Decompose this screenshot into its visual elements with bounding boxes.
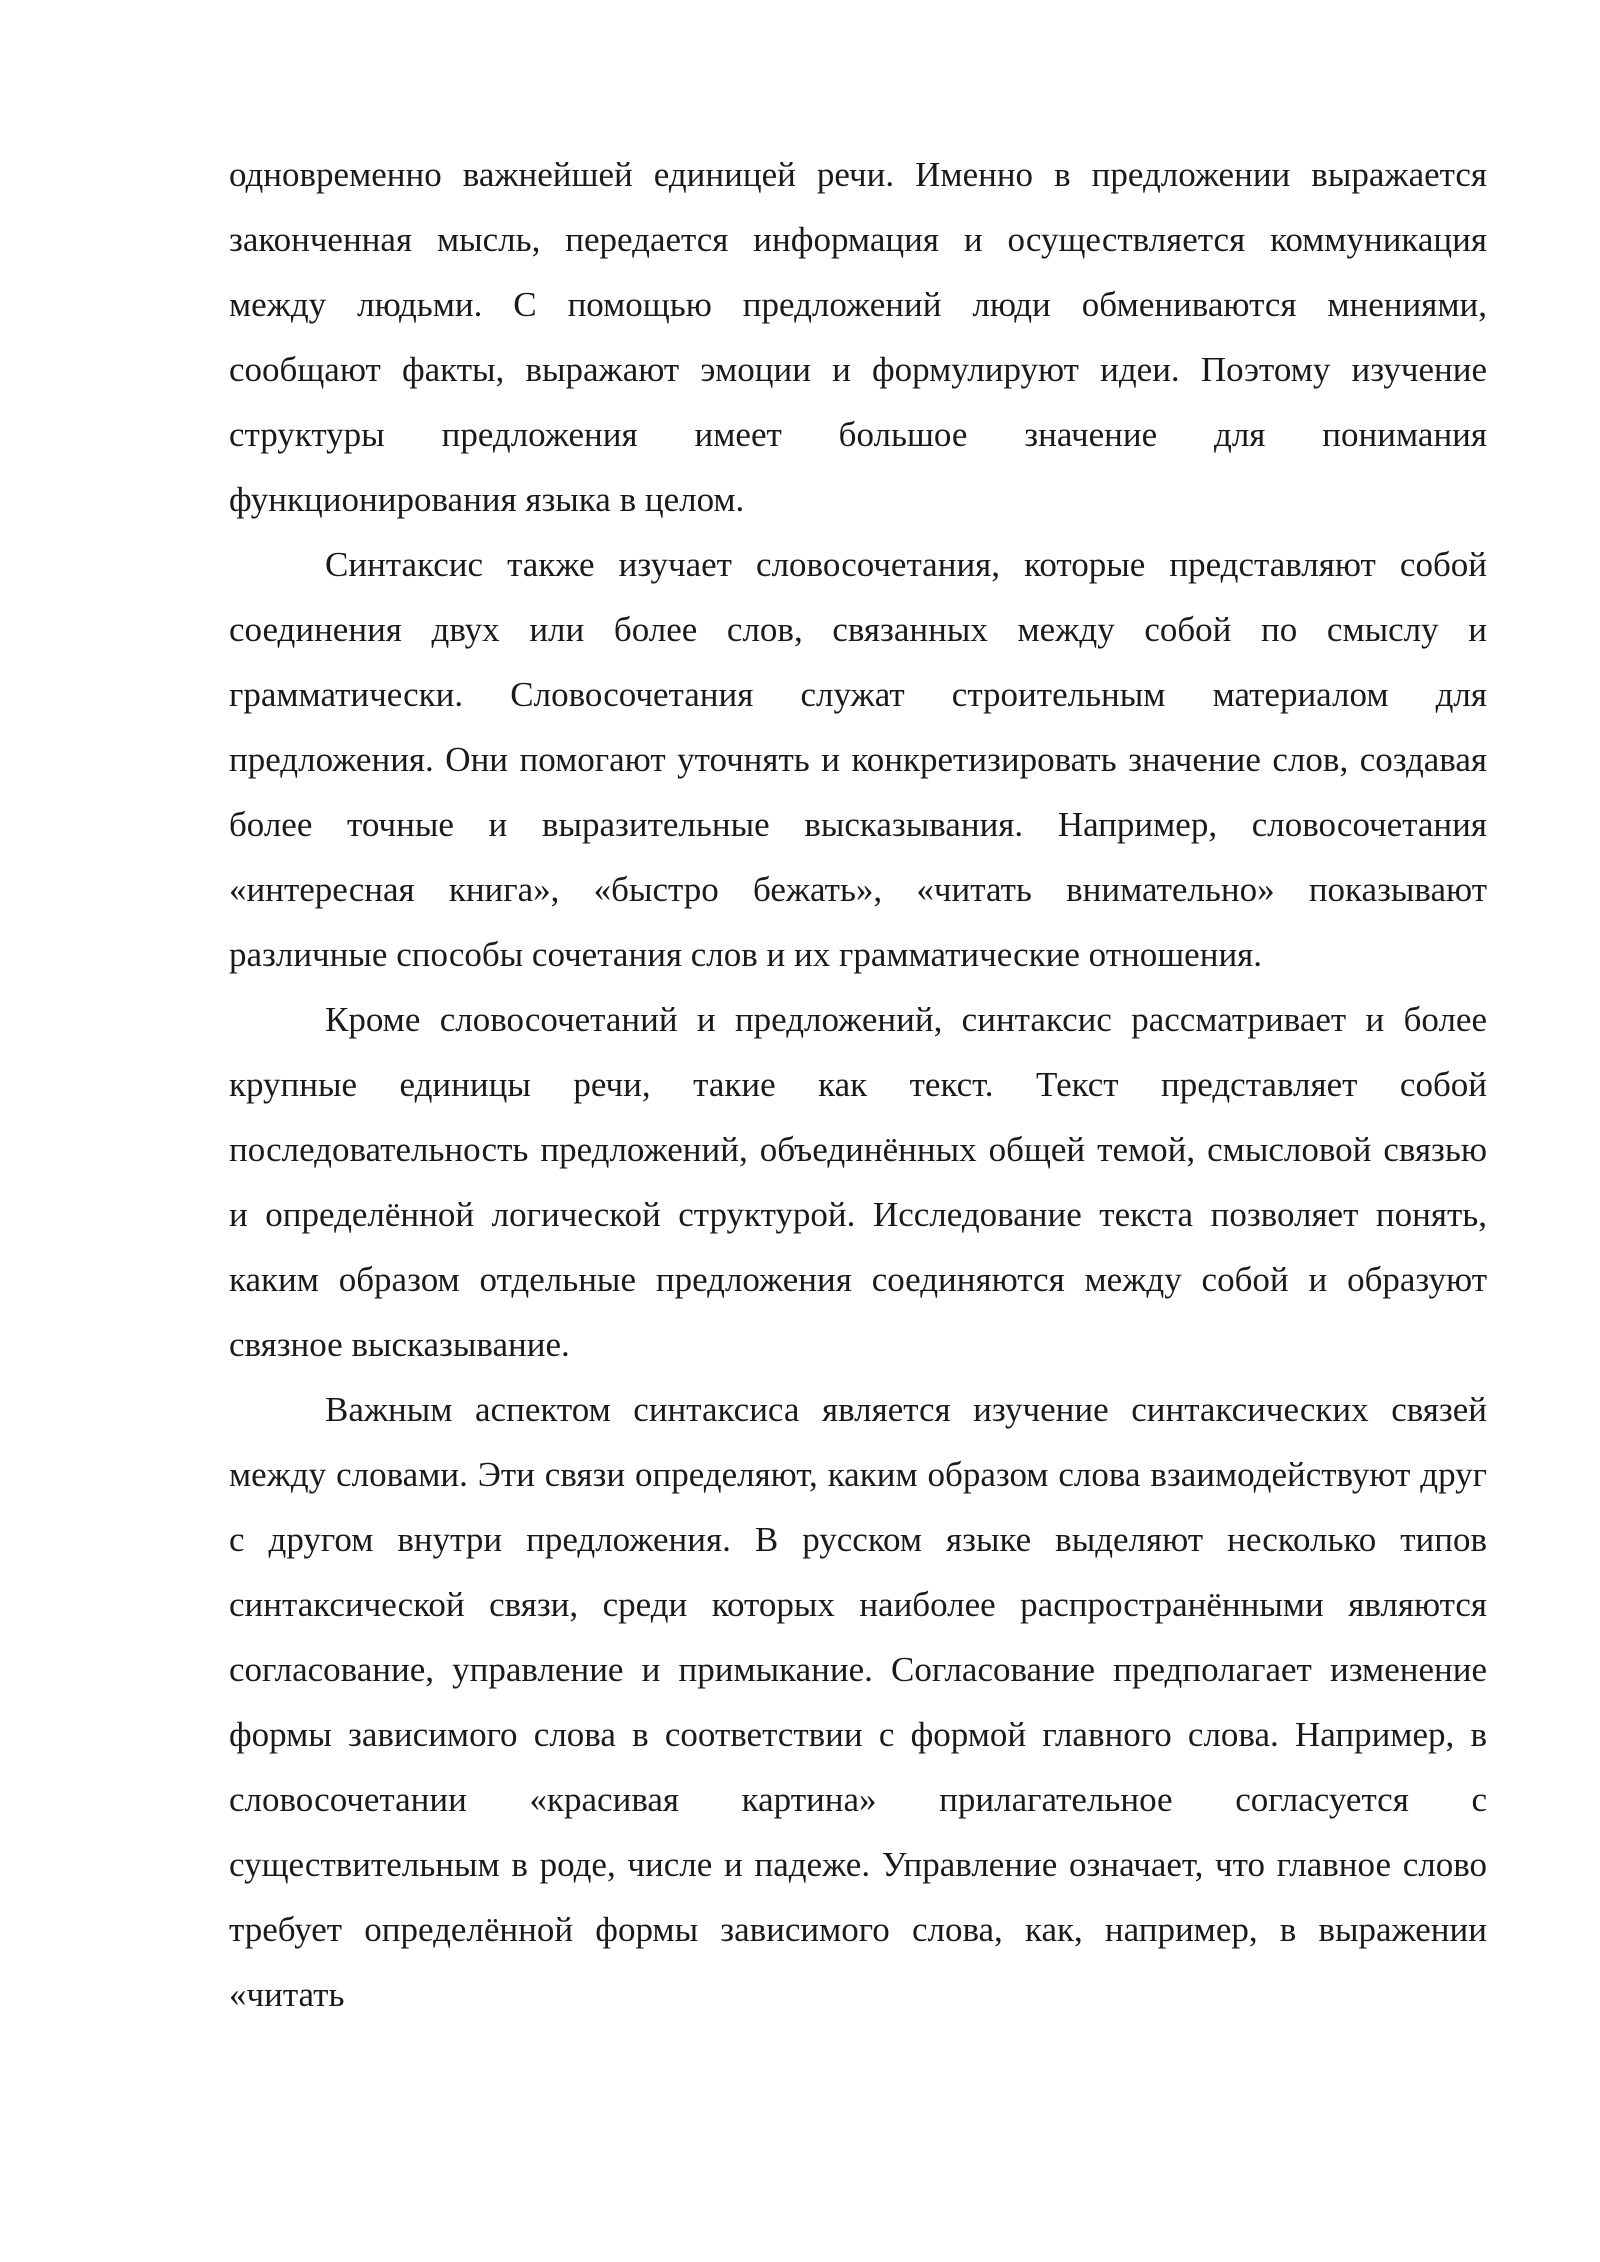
paragraph-1: одновременно важнейшей единицей речи. Именно в предложении выражается законченная мысль, передается информация и осуществляется коммуникация между людьми. С помощью предложений люди обмениваются мнениями, сообщают факты, выражают эмоции и формулируют идеи. Поэтому изучение структуры предложения имеет большое значение для понимания функционирования языка в целом.	[229, 155, 1487, 519]
document-body	[229, 142, 1487, 2027]
paragraph-2: Синтаксис также изучает словосочетания, которые представляют собой соединения двух или более слов, связанных между собой по смыслу и грамматически. Словосочетания служат строительным материалом для предложения. Они помогают уточнять и конкретизировать значение слов, создавая более точные и выразительные высказывания. Например, словосочетания «интересная книга», «быстро бежать», «читать внимательно» показывают различные способы сочетания слов и их грамматические отношения.	[229, 545, 1487, 974]
paragraph-4: Важным аспектом синтаксиса является изучение синтаксических связей между словами. Эти связи определяют, каким образом слова взаимодействуют друг с другом внутри предложения. В русском языке выделяют несколько типов синтаксической связи, среди которых наиболее распространёнными являются согласование, управление и примыкание. Согласование предполагает изменение формы зависимого слова в соответствии с формой главного слова. Например, в словосочетании «красивая картина» прилагательное согласуется с существительным в роде, числе и падеже. Управление означает, что главное слово требует определённой формы зависимого слова, как, например, в выражении «читать	[229, 1390, 1487, 2014]
paragraph-3: Кроме словосочетаний и предложений, синтаксис рассматривает и более крупные единицы речи, такие как текст. Текст представляет собой последовательность предложений, объединённых общей темой, смысловой связью и определённой логической структурой. Исследование текста позволяет понять, каким образом отдельные предложения соединяются между собой и образуют связное высказывание.	[229, 1000, 1487, 1364]
